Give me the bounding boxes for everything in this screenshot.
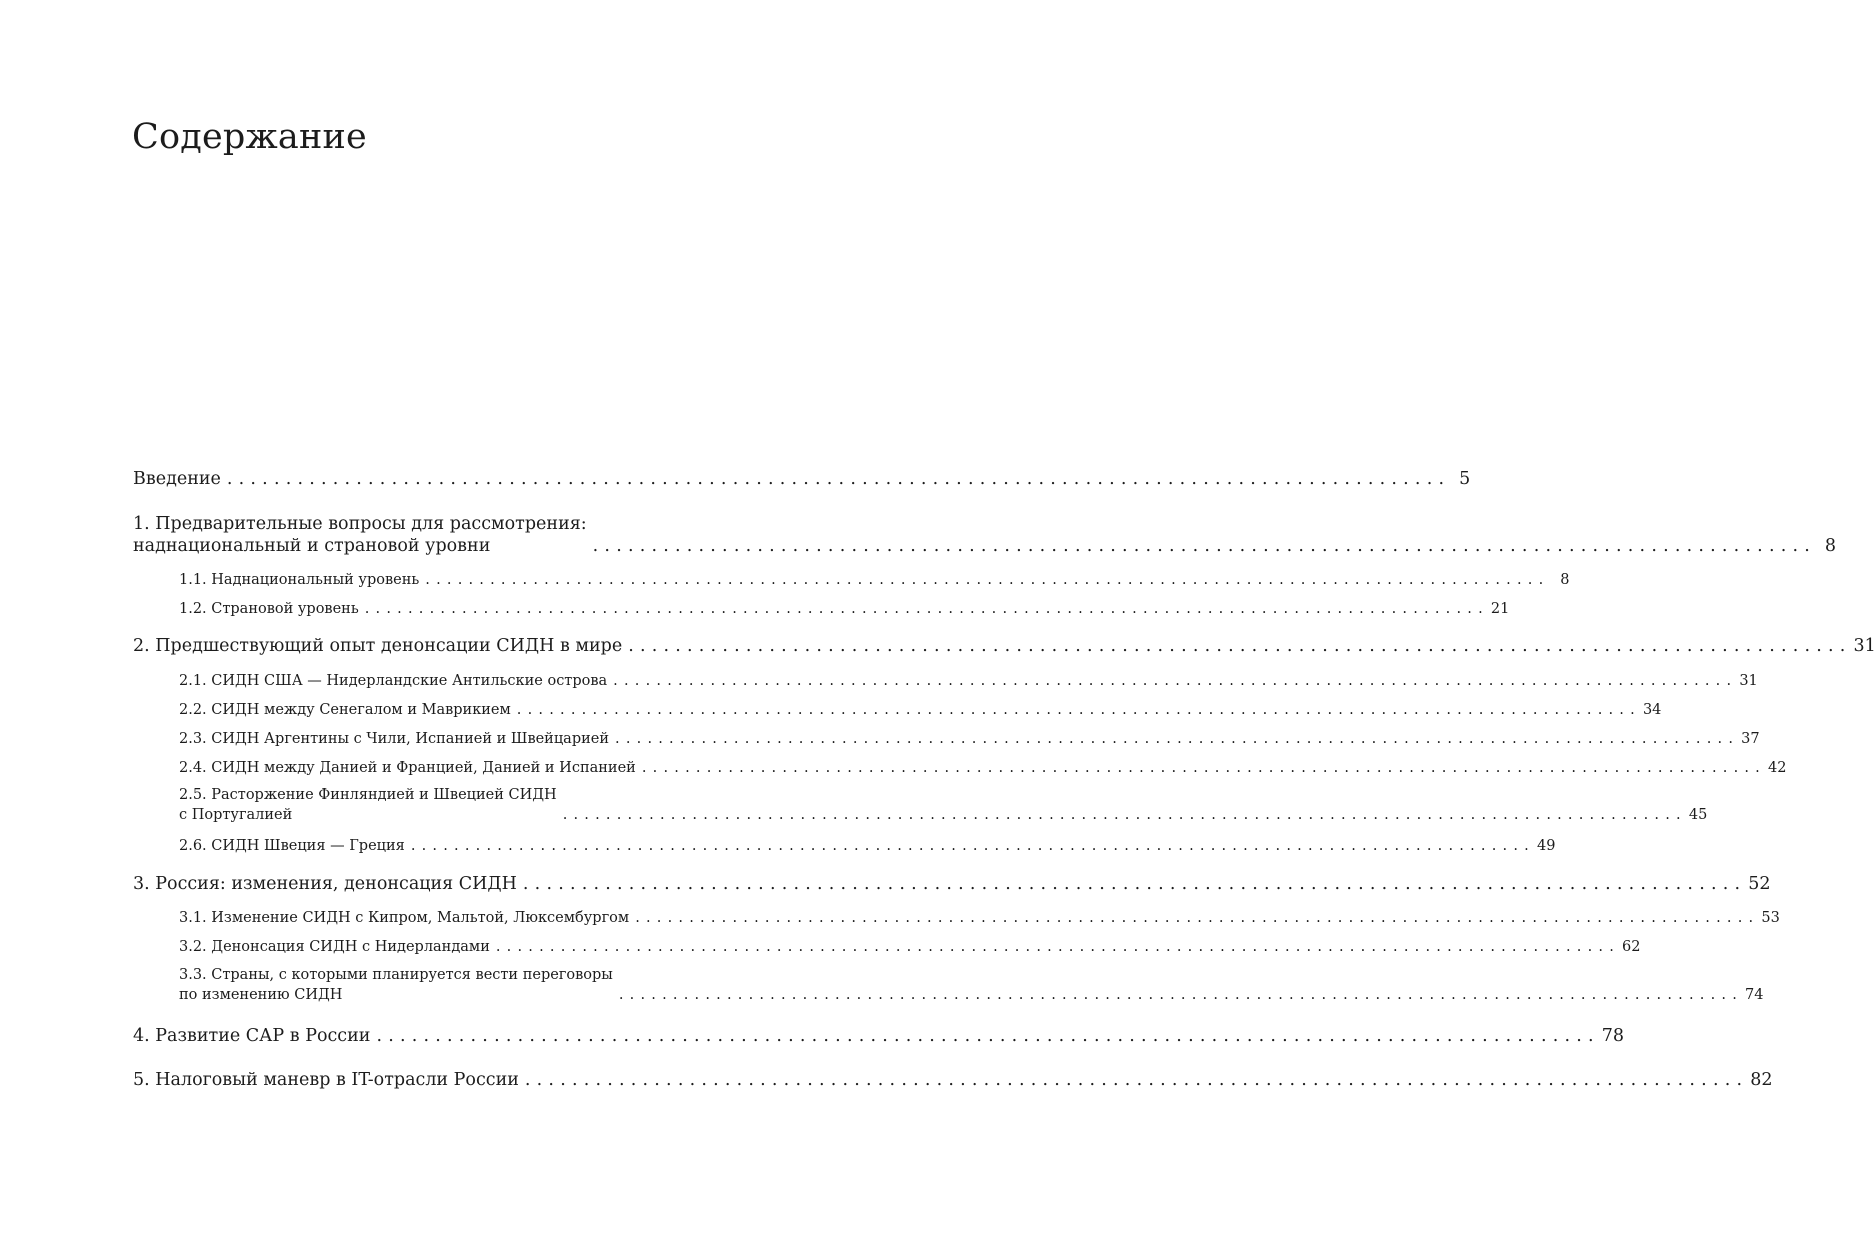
toc-entry-chapter-1 bbox=[133, 513, 1836, 557]
toc-entry-text: 2.4. СИДН между Данией и Францией, Данией и Испанией bbox=[179, 760, 636, 776]
toc-leader-dots: ........................................................................................................ bbox=[410, 838, 1535, 854]
toc-entry-chapter-5 bbox=[133, 1069, 1773, 1091]
toc-entry-section-3-1 bbox=[179, 908, 1780, 928]
toc-entry-text: 2.6. СИДН Швеция — Греция bbox=[179, 838, 405, 854]
toc-entry-section-1-1 bbox=[179, 570, 1570, 590]
toc-entry-section-2-5 bbox=[179, 785, 1708, 825]
toc-entry-text: 1.1. Наднациональный уровень bbox=[179, 572, 420, 588]
toc-leader-dots: ........................................................................................................ bbox=[425, 572, 1550, 588]
toc-entry-page: 78 bbox=[1601, 1026, 1625, 1046]
toc-entry-section-3-2 bbox=[179, 937, 1641, 957]
toc-entry-chapter-3 bbox=[133, 873, 1771, 895]
toc-entry-text: 2.5. Расторжение Финляндией и Швецией СИДН с Португалией bbox=[179, 787, 557, 823]
toc-leader-dots: ........................................................................................................ bbox=[364, 601, 1489, 617]
toc-entry-text: 2.3. СИДН Аргентины с Чили, Испанией и Швейцарией bbox=[179, 731, 610, 747]
toc-leader-dots: ........................................................................................................ bbox=[628, 636, 1852, 656]
toc-entry-page: 52 bbox=[1748, 874, 1771, 894]
toc-entry-page: 49 bbox=[1536, 838, 1556, 854]
toc-entry-page: 8 bbox=[1560, 572, 1570, 588]
toc-leader-dots: ........................................................................................................ bbox=[613, 673, 1738, 689]
toc-entry-page: 53 bbox=[1761, 910, 1780, 926]
toc-leader-dots: ........................................................................................................ bbox=[615, 731, 1740, 747]
toc-entry-page: 42 bbox=[1768, 760, 1787, 776]
toc-leader-dots: ........................................................................................................ bbox=[524, 1070, 1749, 1090]
toc-entry-text: 1.2. Страновой уровень bbox=[179, 601, 359, 617]
toc-entry-text: 1. Предварительные вопросы для рассмотрения: наднациональный и страновой уровни bbox=[133, 514, 587, 556]
toc-entry-text: 3.3. Страны, с которыми планируется вести переговоры по изменению СИДН bbox=[179, 967, 613, 1003]
toc-entry-page: 74 bbox=[1745, 987, 1764, 1003]
toc-entry-text: 4. Развитие САР в России bbox=[133, 1026, 371, 1046]
toc-entry-section-1-2 bbox=[179, 599, 1510, 619]
toc-entry-section-2-2 bbox=[179, 700, 1662, 720]
toc-entry-page: 5 bbox=[1459, 469, 1471, 489]
page-title: Содержание bbox=[132, 117, 367, 157]
toc-entry-page: 45 bbox=[1688, 807, 1708, 823]
toc-entry-text: Введение bbox=[133, 469, 221, 489]
toc-leader-dots: ........................................................................................................ bbox=[641, 760, 1766, 776]
toc-entry-text: 3.2. Денонсация СИДН с Нидерландами bbox=[179, 939, 490, 955]
toc-leader-dots: ........................................................................................................ bbox=[226, 469, 1451, 489]
toc-leader-dots: ........................................................................................................ bbox=[562, 807, 1687, 823]
toc-entry-page: 37 bbox=[1741, 731, 1760, 747]
toc-entry-section-3-3 bbox=[179, 965, 1764, 1005]
toc-entry-text: 2.1. СИДН США — Нидерландские Антильские острова bbox=[179, 673, 608, 689]
toc-leader-dots: ........................................................................................................ bbox=[522, 874, 1747, 894]
toc-leader-dots: ........................................................................................................ bbox=[592, 536, 1816, 556]
toc-entry-text: 2.2. СИДН между Сенегалом и Маврикием bbox=[179, 702, 511, 718]
toc-entry-section-2-1 bbox=[179, 671, 1758, 691]
toc-entry-page: 62 bbox=[1622, 939, 1641, 955]
toc-leader-dots: ........................................................................................................ bbox=[618, 987, 1744, 1003]
toc-entry-text: 3. Россия: изменения, денонсация СИДН bbox=[133, 874, 517, 894]
toc-entry-section-2-3 bbox=[179, 729, 1760, 749]
toc-leader-dots: ........................................................................................................ bbox=[376, 1026, 1600, 1046]
toc-entry-page: 8 bbox=[1824, 536, 1836, 556]
toc-leader-dots: ........................................................................................................ bbox=[516, 702, 1641, 718]
toc-entry-page: 21 bbox=[1490, 601, 1510, 617]
toc-entry-page: 31 bbox=[1853, 636, 1876, 656]
toc-entry-chapter-2 bbox=[133, 635, 1876, 657]
toc-entry-section-2-4 bbox=[179, 758, 1787, 778]
toc-entry-section-2-6 bbox=[179, 836, 1556, 856]
toc-entry-text: 5. Налоговый маневр в IT-отрасли России bbox=[133, 1070, 519, 1090]
toc-entry-page: 31 bbox=[1739, 673, 1758, 689]
toc-leader-dots: ........................................................................................................ bbox=[635, 910, 1760, 926]
toc-leader-dots: ........................................................................................................ bbox=[495, 939, 1621, 955]
toc-entry-page: 82 bbox=[1750, 1070, 1773, 1090]
toc-entry-page: 34 bbox=[1642, 702, 1662, 718]
toc-entry-introduction bbox=[133, 468, 1471, 490]
toc-entry-chapter-4 bbox=[133, 1025, 1625, 1047]
toc-entry-text: 2. Предшествующий опыт денонсации СИДН в мире bbox=[133, 636, 623, 656]
toc-entry-text: 3.1. Изменение СИДН с Кипром, Мальтой, Люксембургом bbox=[179, 910, 630, 926]
